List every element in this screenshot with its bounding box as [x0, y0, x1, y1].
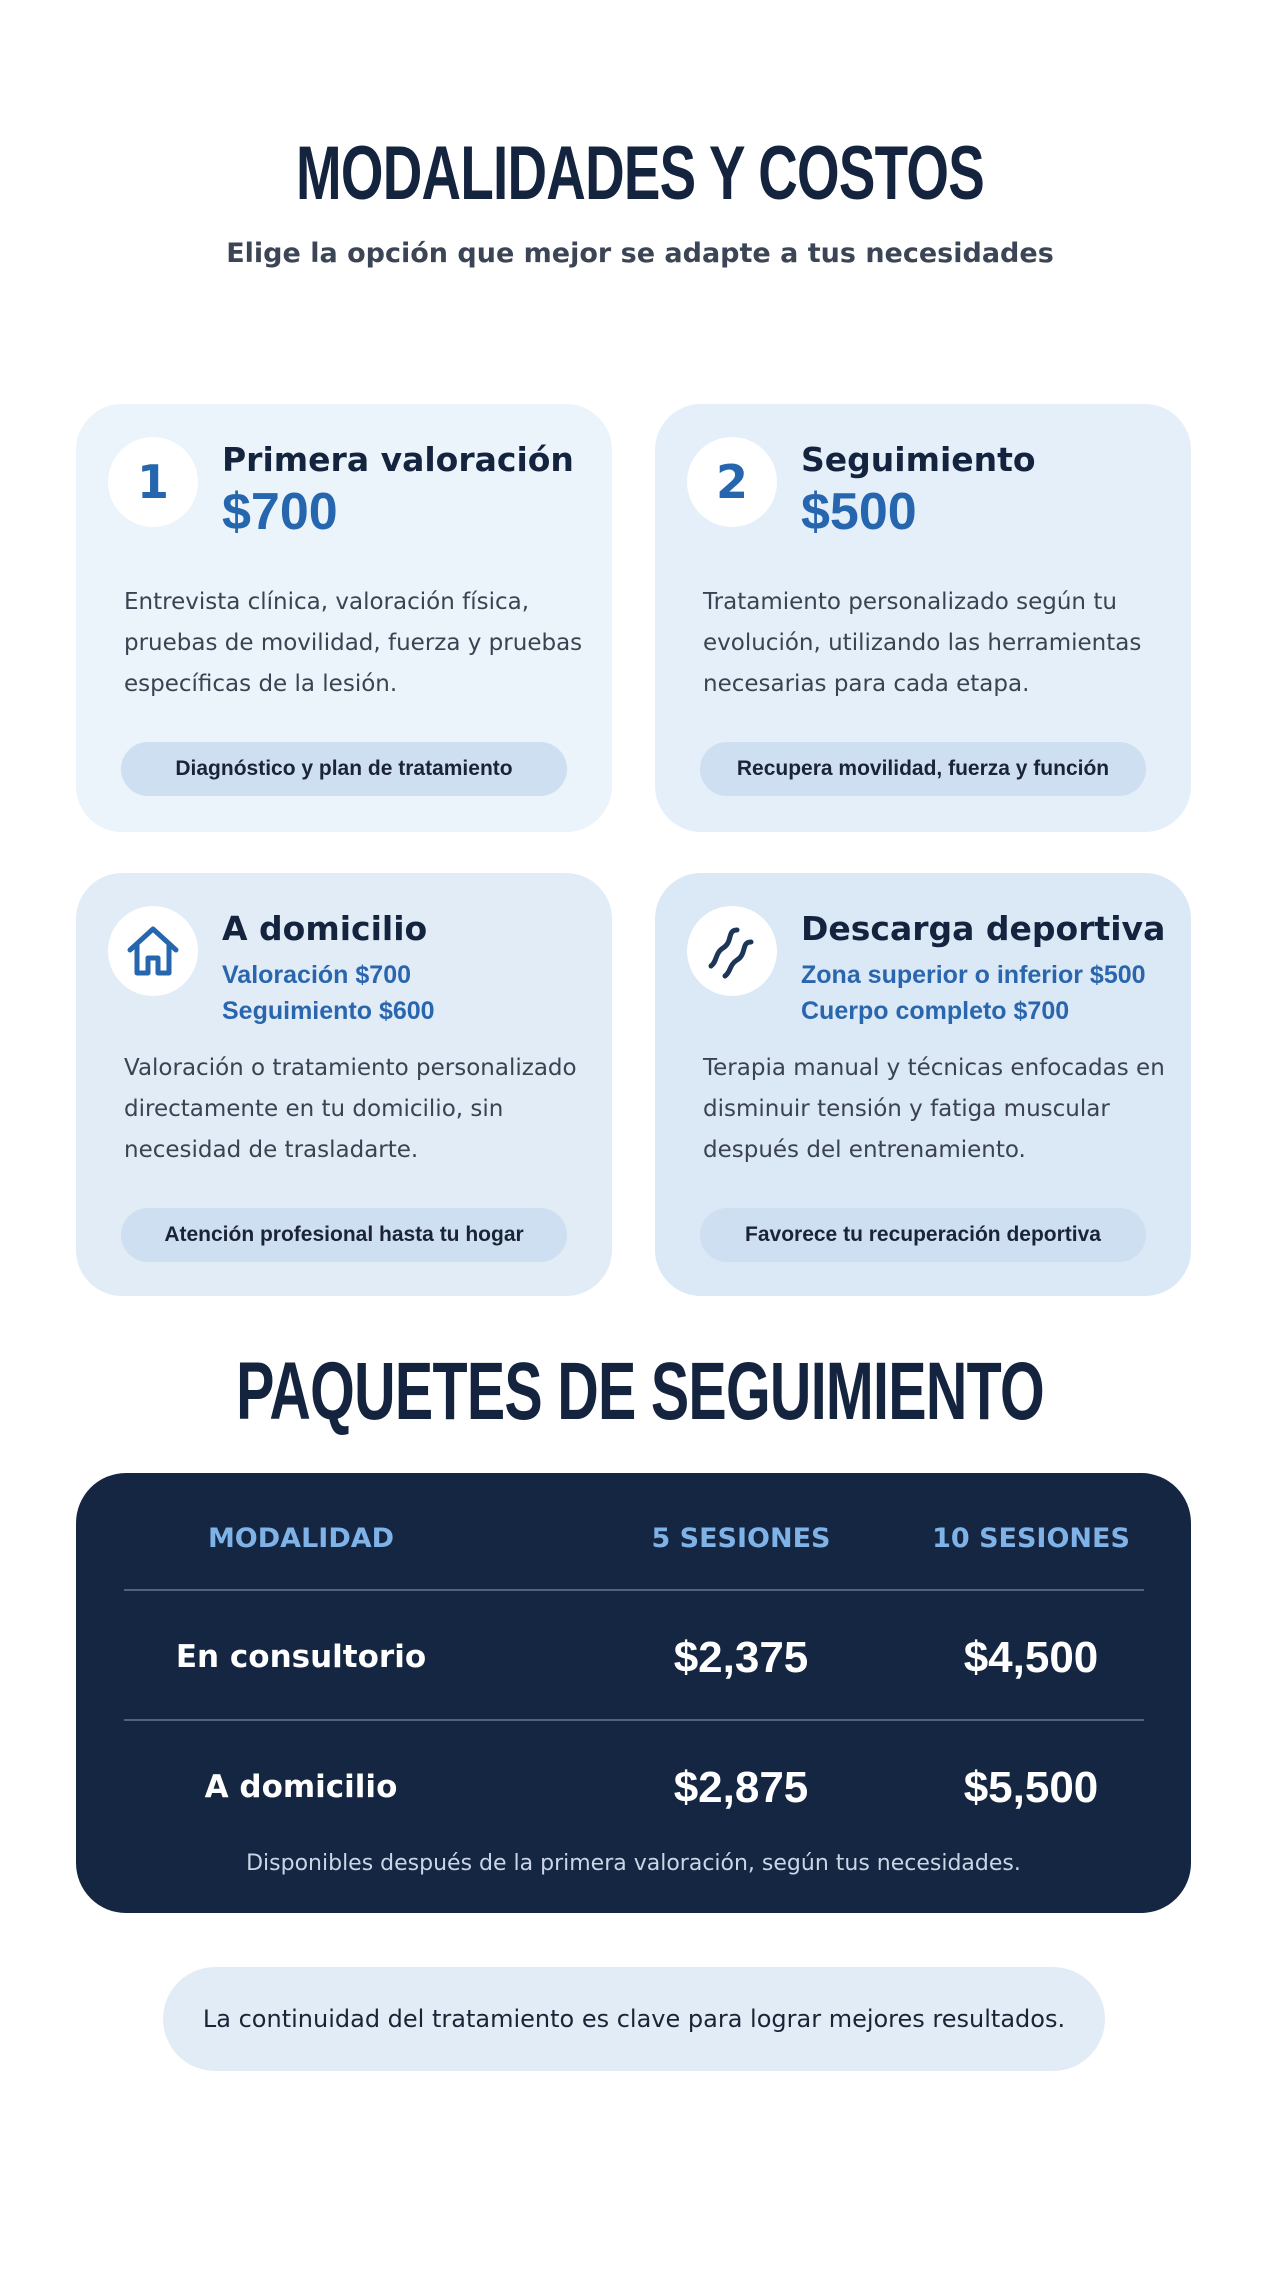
- card-price-line: Cuerpo completo $700: [801, 997, 1070, 1025]
- wave-lines-icon: [687, 906, 777, 996]
- column-header: 10 SESIONES: [932, 1523, 1130, 1554]
- card-title: Primera valoración: [222, 440, 574, 479]
- card-descarga-deportiva: [655, 873, 1191, 1296]
- card-tag: Recupera movilidad, fuerza y función: [700, 742, 1146, 796]
- card-seguimiento: [655, 404, 1191, 832]
- row-label: A domicilio: [204, 1769, 398, 1805]
- card-tag: Diagnóstico y plan de tratamiento: [121, 742, 567, 796]
- packages-table: [76, 1473, 1191, 1913]
- card-price-line: Zona superior o inferior $500: [801, 961, 1146, 989]
- price-cell: $2,875: [673, 1763, 809, 1812]
- price-cell: $5,500: [963, 1763, 1099, 1812]
- column-header: MODALIDAD: [207, 1523, 395, 1554]
- price-cell: $2,375: [673, 1633, 809, 1682]
- number-badge: 2: [687, 437, 777, 527]
- card-price-line: Seguimiento $600: [222, 997, 435, 1025]
- row-label: En consultorio: [175, 1639, 427, 1675]
- card-title: Descarga deportiva: [801, 909, 1166, 948]
- card-description: Entrevista clínica, valoración física, pruebas de movilidad, fuerza y pruebas específicas de la lesión.: [124, 589, 583, 697]
- card-description: Tratamiento personalizado según tu evolución, utilizando las herramientas necesarias para cada etapa.: [703, 589, 1142, 697]
- card-tag: Atención profesional hasta tu hogar: [121, 1208, 567, 1262]
- column-header: 5 SESIONES: [651, 1523, 831, 1554]
- card-price: $700: [222, 483, 338, 541]
- card-price: $500: [801, 483, 917, 541]
- price-cell: $4,500: [963, 1633, 1099, 1682]
- card-primera-valoracion: [76, 404, 612, 832]
- page-subtitle: Elige la opción que mejor se adapte a tus necesidades: [226, 238, 1054, 269]
- table-note: Disponibles después de la primera valoración, según tus necesidades.: [246, 1851, 1021, 1876]
- card-price-line: Valoración $700: [222, 961, 412, 989]
- page-title: MODALIDADES Y COSTOS: [296, 131, 984, 216]
- card-description: Valoración o tratamiento personalizado directamente en tu domicilio, sin necesidad de trasladarte.: [124, 1055, 577, 1163]
- card-a-domicilio: [76, 873, 612, 1296]
- footer-note: La continuidad del tratamiento es clave para lograr mejores resultados.: [163, 1967, 1105, 2071]
- house-icon: [108, 906, 198, 996]
- card-title: Seguimiento: [801, 440, 1036, 479]
- section-title: PAQUETES DE SEGUIMIENTO: [236, 1346, 1044, 1437]
- table-divider: [124, 1589, 1144, 1591]
- number-badge: 1: [108, 437, 198, 527]
- card-title: A domicilio: [222, 909, 428, 948]
- table-divider: [124, 1719, 1144, 1721]
- card-tag: Favorece tu recuperación deportiva: [700, 1208, 1146, 1262]
- card-description: Terapia manual y técnicas enfocadas en disminuir tensión y fatiga muscular después del entrenamiento.: [703, 1055, 1165, 1163]
